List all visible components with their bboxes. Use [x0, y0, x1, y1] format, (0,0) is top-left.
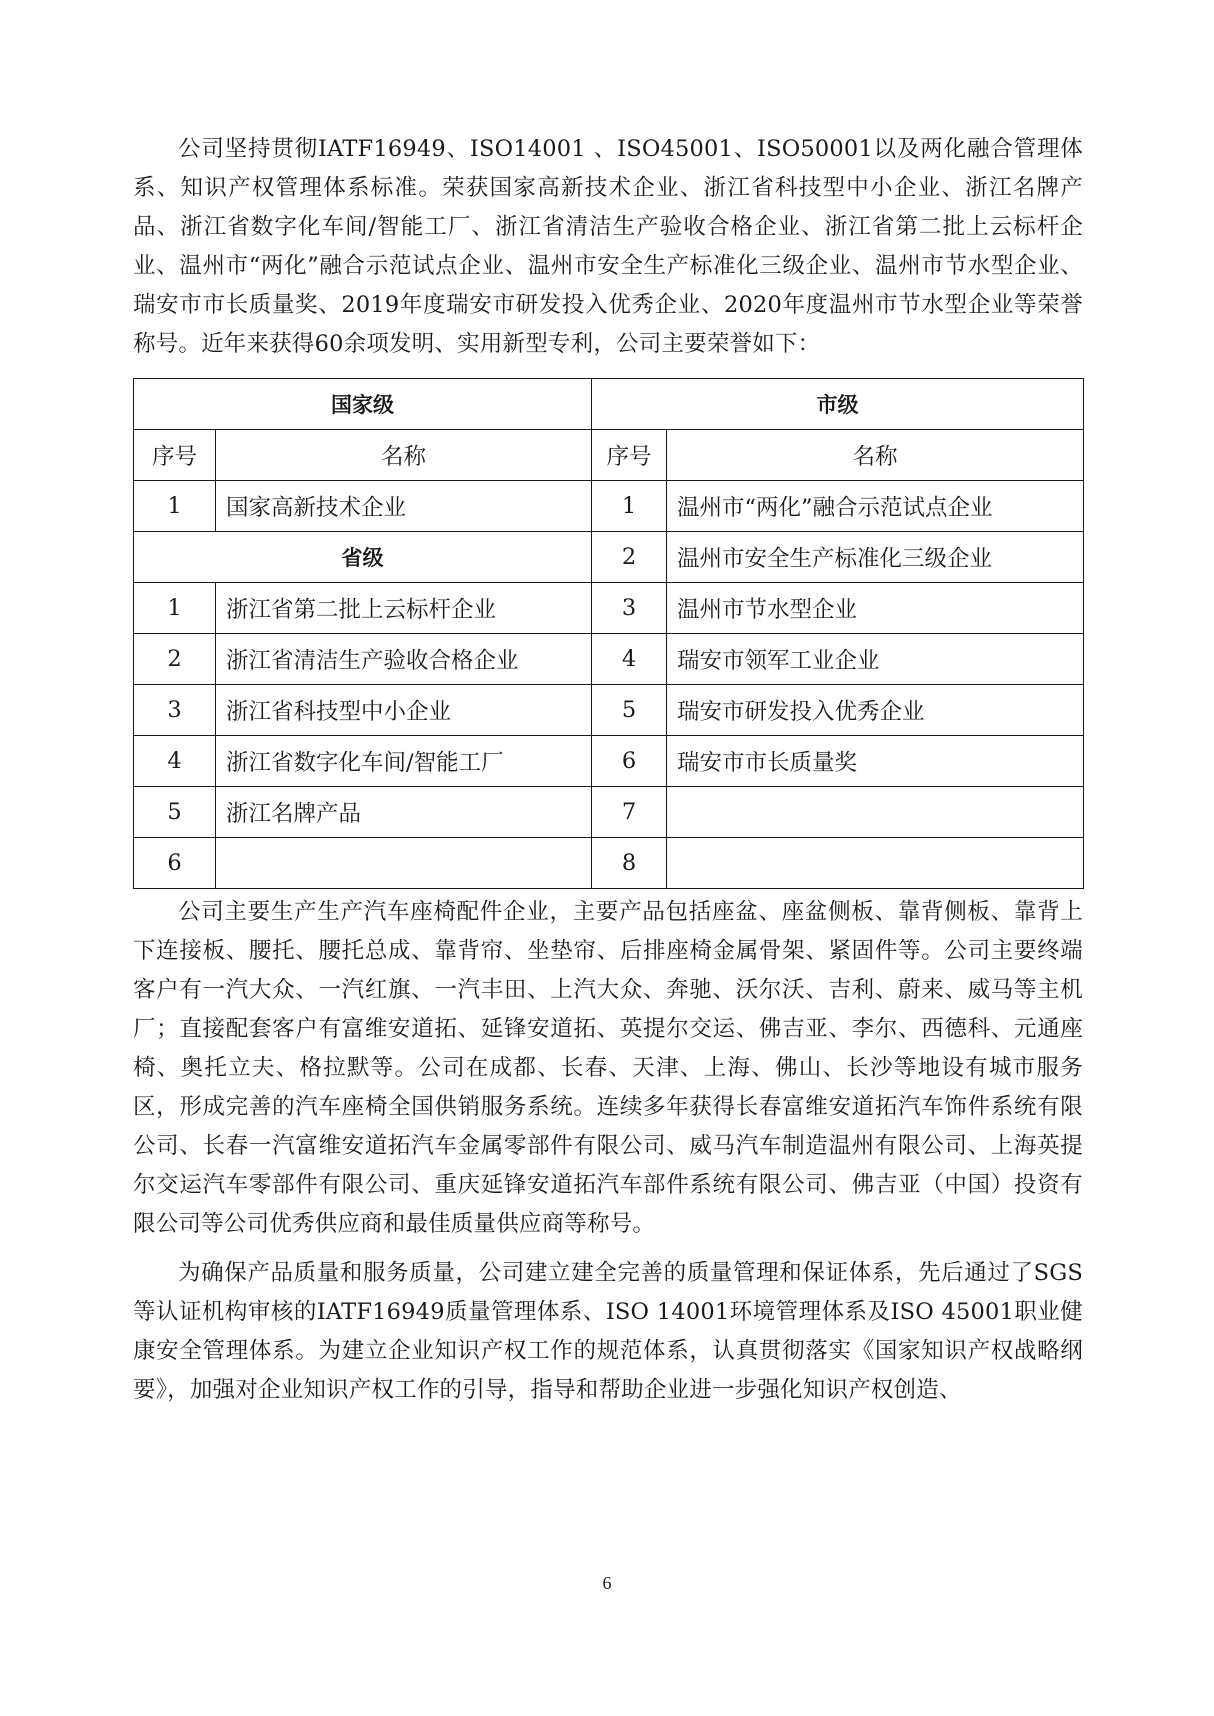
- city-seq: 4: [592, 634, 667, 685]
- city-seq: 2: [592, 532, 667, 583]
- national-seq: 1: [134, 481, 216, 532]
- provincial-name: 浙江省数字化车间/智能工厂: [216, 736, 592, 787]
- provincial-name: 浙江省科技型中小企业: [216, 685, 592, 736]
- city-name: 温州市“两化”融合示范试点企业: [667, 481, 1084, 532]
- city-seq: 1: [592, 481, 667, 532]
- city-name: 瑞安市研发投入优秀企业: [667, 685, 1084, 736]
- table-row: [134, 787, 1084, 838]
- city-seq: 5: [592, 685, 667, 736]
- city-name: [667, 787, 1084, 838]
- column-header-name: 名称: [216, 430, 592, 481]
- table-column-header-row: [134, 430, 1084, 481]
- city-seq: 7: [592, 787, 667, 838]
- provincial-seq: 4: [134, 736, 216, 787]
- table-row: [134, 532, 1084, 583]
- national-level-header: 国家级: [134, 379, 592, 430]
- city-name: 瑞安市领军工业企业: [667, 634, 1084, 685]
- table-row: [134, 685, 1084, 736]
- city-name: 温州市安全生产标准化三级企业: [667, 532, 1084, 583]
- paragraph-quality-system: 为确保产品质量和服务质量，公司建立建全完善的质量管理和保证体系，先后通过了SGS等认证机构审核的IATF16949质量管理体系、ISO 14001环境管理体系及ISO 45001职业健康安全管理体系。为建立企业知识产权工作的规范体系，认真贯彻落实《国家知识产权战略纲要》，加强对企业知识产权工作的引导，指导和帮助企业进一步强化知识产权创造、: [133, 1260, 1083, 1403]
- provincial-seq: 1: [134, 583, 216, 634]
- table-row: [134, 736, 1084, 787]
- provincial-seq: 3: [134, 685, 216, 736]
- city-seq: 3: [592, 583, 667, 634]
- honors-table: [133, 378, 1084, 889]
- paragraph-honors-intro: 公司坚持贯彻IATF16949、ISO14001 、ISO45001、ISO50001以及两化融合管理体系、知识产权管理体系标准。荣获国家高新技术企业、浙江省科技型中小企业、浙江名牌产品、浙江省数字化车间/智能工厂、浙江省清洁生产验收合格企业、浙江省第二批上云标杆企业、温州市“两化”融合示范试点企业、温州市安全生产标准化三级企业、温州市节水型企业、瑞安市市长质量奖、2019年度瑞安市研发投入优秀企业、2020年度温州市节水型企业等荣誉称号。近年来获得60余项发明、实用新型专利，公司主要荣誉如下：: [133, 136, 1083, 357]
- table-row: [134, 583, 1084, 634]
- provincial-name: 浙江省第二批上云标杆企业: [216, 583, 592, 634]
- column-header-seq: 序号: [134, 430, 216, 481]
- column-header-seq: 序号: [592, 430, 667, 481]
- table-row: [134, 634, 1084, 685]
- provincial-seq: 2: [134, 634, 216, 685]
- provincial-name: 浙江省清洁生产验收合格企业: [216, 634, 592, 685]
- national-name: 国家高新技术企业: [216, 481, 592, 532]
- city-name: 瑞安市市长质量奖: [667, 736, 1084, 787]
- paragraph-products-customers: 公司主要生产生产汽车座椅配件企业，主要产品包括座盆、座盆侧板、靠背侧板、靠背上下连接板、腰托、腰托总成、靠背帘、坐垫帘、后排座椅金属骨架、紧固件等。公司主要终端客户有一汽大众、一汽红旗、一汽丰田、上汽大众、奔驰、沃尔沃、吉利、蔚来、威马等主机厂；直接配套客户有富维安道拓、延锋安道拓、英提尔交运、佛吉亚、李尔、西德科、元通座椅、奥托立夫、格拉默等。公司在成都、长春、天津、上海、佛山、长沙等地设有城市服务区，形成完善的汽车座椅全国供销服务系统。连续多年获得长春富维安道拓汽车饰件系统有限公司、长春一汽富维安道拓汽车金属零部件有限公司、威马汽车制造温州有限公司、上海英提尔交运汽车零部件有限公司、重庆延锋安道拓汽车部件系统有限公司、佛吉亚（中国）投资有限公司等公司优秀供应商和最佳质量供应商等称号。: [133, 899, 1083, 1237]
- provincial-level-header: 省级: [134, 532, 592, 583]
- column-header-name: 名称: [667, 430, 1084, 481]
- page-number: 6: [602, 1573, 612, 1593]
- provincial-name: [216, 838, 592, 889]
- city-level-header: 市级: [592, 379, 1084, 430]
- document-page: [133, 130, 1083, 1410]
- city-seq: 8: [592, 838, 667, 889]
- city-name: 温州市节水型企业: [667, 583, 1084, 634]
- provincial-seq: 5: [134, 787, 216, 838]
- provincial-name: 浙江名牌产品: [216, 787, 592, 838]
- city-name: [667, 838, 1084, 889]
- table-level-header-row: [134, 379, 1084, 430]
- table-row: [134, 838, 1084, 889]
- table-row: [134, 481, 1084, 532]
- city-seq: 6: [592, 736, 667, 787]
- provincial-seq: 6: [134, 838, 216, 889]
